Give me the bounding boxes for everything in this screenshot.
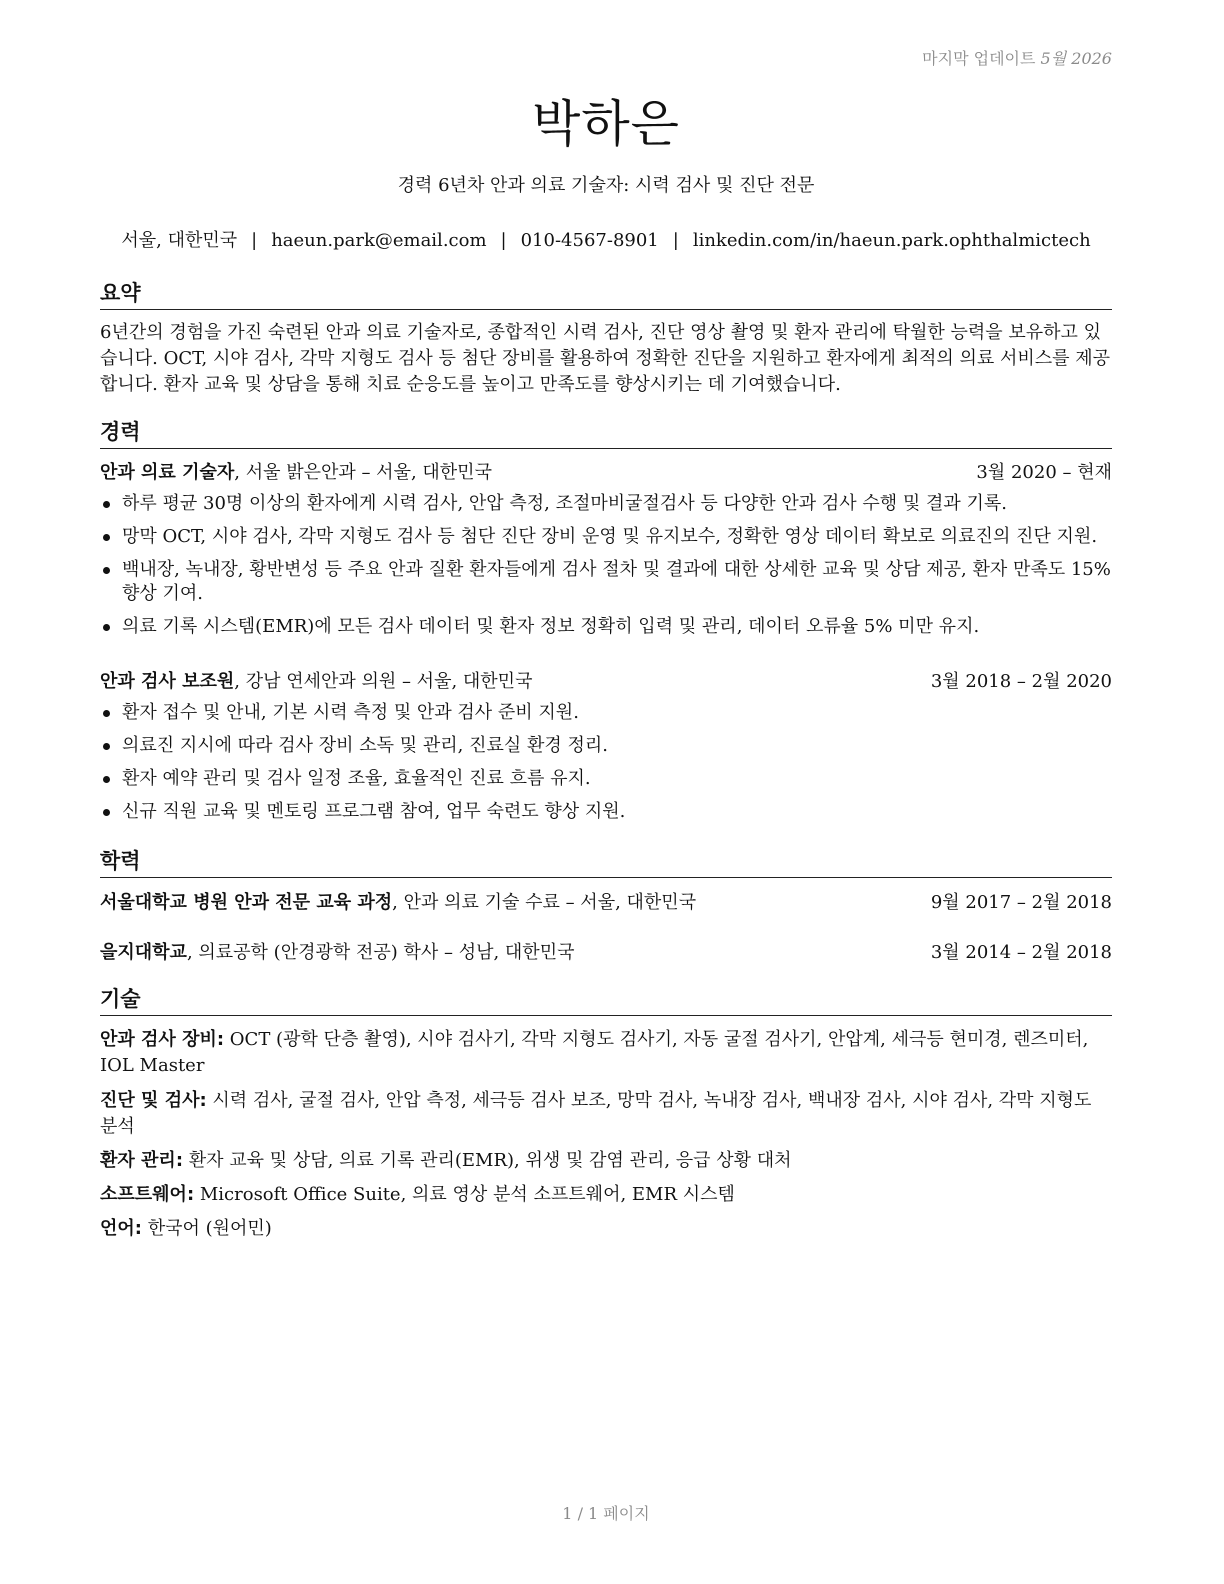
list-item: 의료진 지시에 따라 검사 장비 소독 및 관리, 진료실 환경 정리. [100, 734, 1112, 758]
education-dates: 9월 2017 – 2월 2018 [930, 892, 1112, 913]
contact-linkedin[interactable]: linkedin.com/in/haeun.park.ophthalmictech [692, 230, 1091, 251]
skill-label: 언어: [100, 1218, 142, 1239]
section-title-education: 학력 [100, 845, 1112, 878]
education-detail: , 안과 의료 기술 수료 – 서울, 대한민국 [392, 892, 697, 913]
contact-separator: | [251, 230, 258, 251]
section-title-experience: 경력 [100, 416, 1112, 449]
experience-bullets [100, 492, 1112, 648]
education-detail: , 의료공학 (안경광학 전공) 학사 – 성남, 대한민국 [186, 942, 575, 963]
list-item: 망막 OCT, 시야 검사, 각막 지형도 검사 등 첨단 진단 장비 운영 및 유지보수, 정확한 영상 데이터 확보로 의료진의 진단 지원. [100, 525, 1112, 549]
education-entry [100, 941, 1112, 965]
job-dates: 3월 2018 – 2월 2020 [930, 671, 1112, 692]
school-name: 서울대학교 병원 안과 전문 교육 과정 [100, 892, 393, 913]
page-indicator: 1 / 1 페이지 [562, 1504, 650, 1523]
summary-text: 6년간의 경험을 가진 숙련된 안과 의료 기술자로, 종합적인 시력 검사, 진단 영상 촬영 및 환자 관리에 탁월한 능력을 보유하고 있습니다. OCT, 시야 검사, 각막 지형도 검사 등 첨단 장비를 활용하여 정확한 진단을 지원하고 환자에게 최적의 의료 서비스를 제공합니다. 환자 교육 및 상담을 통해 치료 순응도를 높이고 만족도를 향상시키는 데 기여했습니다. [100, 322, 1111, 395]
skill-value: 환자 교육 및 상담, 의료 기록 관리(EMR), 위생 및 감염 관리, 응급 상황 대처 [183, 1150, 792, 1171]
resume-page [100, 0, 1112, 1584]
list-item: 백내장, 녹내장, 황반변성 등 주요 안과 질환 환자들에게 검사 절차 및 결과에 대한 상세한 교육 및 상담 제공, 환자 만족도 15% 향상 기여. [100, 558, 1112, 606]
skill-label: 안과 검사 장비: [100, 1029, 225, 1050]
contact-email[interactable]: haeun.park@email.com [271, 230, 487, 251]
last-updated [922, 46, 1112, 69]
experience-bullets [100, 701, 1112, 833]
skill-row [100, 1148, 1112, 1174]
last-updated-label: 마지막 업데이트 [922, 49, 1036, 68]
skill-value: 시력 검사, 굴절 검사, 안압 측정, 세극등 검사 보조, 망막 검사, 녹내장 검사, 백내장 검사, 시야 검사, 각막 지형도 분석 [100, 1090, 1092, 1137]
contact-separator: | [672, 230, 679, 251]
experience-entry-header [100, 461, 1112, 485]
contact-location: 서울, 대한민국 [121, 230, 238, 251]
last-updated-date: 5월 2026 [1040, 49, 1112, 68]
list-item: 의료 기록 시스템(EMR)에 모든 검사 데이터 및 환자 정보 정확히 입력 및 관리, 데이터 오류율 5% 미만 유지. [100, 615, 1112, 639]
section-title-skills: 기술 [100, 983, 1112, 1016]
list-item: 신규 직원 교육 및 멘토링 프로그램 참여, 업무 숙련도 향상 지원. [100, 800, 1112, 824]
skill-label: 환자 관리: [100, 1150, 184, 1171]
list-item: 환자 예약 관리 및 검사 일정 조율, 효율적인 진료 흐름 유지. [100, 767, 1112, 791]
candidate-name: 박하은 [532, 95, 680, 153]
skill-row [100, 1216, 1112, 1242]
education-entry [100, 891, 1112, 915]
education-dates: 3월 2014 – 2월 2018 [930, 942, 1112, 963]
experience-entry-title [100, 461, 492, 485]
experience-entry-title [100, 670, 532, 694]
job-role: 안과 검사 보조원 [100, 671, 235, 692]
list-item: 환자 접수 및 안내, 기본 시력 측정 및 안과 검사 준비 지원. [100, 701, 1112, 725]
job-dates: 3월 2020 – 현재 [976, 462, 1112, 483]
job-role: 안과 의료 기술자 [100, 462, 235, 483]
education-entry-title [100, 941, 574, 965]
section-title-summary: 요약 [100, 277, 1112, 310]
skill-value: OCT (광학 단층 촬영), 시야 검사기, 각막 지형도 검사기, 자동 굴절 검사기, 안압계, 세극등 현미경, 렌즈미터, IOL Master [100, 1029, 1089, 1076]
skill-value: 한국어 (원어민) [141, 1218, 272, 1239]
job-org: , 서울 밝은안과 – 서울, 대한민국 [234, 462, 492, 483]
skill-row [100, 1182, 1112, 1208]
contact-phone: 010-4567-8901 [520, 230, 659, 251]
skill-label: 진단 및 검사: [100, 1090, 207, 1111]
job-org: , 강남 연세안과 의원 – 서울, 대한민국 [234, 671, 533, 692]
skill-row [100, 1088, 1112, 1140]
contact-separator: | [500, 230, 507, 251]
skill-label: 소프트웨어: [100, 1184, 195, 1205]
skill-value: Microsoft Office Suite, 의료 영상 분석 소프트웨어, EMR 시스템 [194, 1184, 735, 1205]
headline: 경력 6년차 안과 의료 기술자: 시력 검사 및 진단 전문 [397, 175, 815, 196]
education-entry-title [100, 891, 696, 915]
school-name: 을지대학교 [100, 942, 187, 963]
experience-entry-header [100, 670, 1112, 694]
skill-row [100, 1027, 1112, 1079]
contact-line [100, 226, 1112, 252]
list-item: 하루 평균 30명 이상의 환자에게 시력 검사, 안압 측정, 조절마비굴절검사 등 다양한 안과 검사 수행 및 결과 기록. [100, 492, 1112, 516]
